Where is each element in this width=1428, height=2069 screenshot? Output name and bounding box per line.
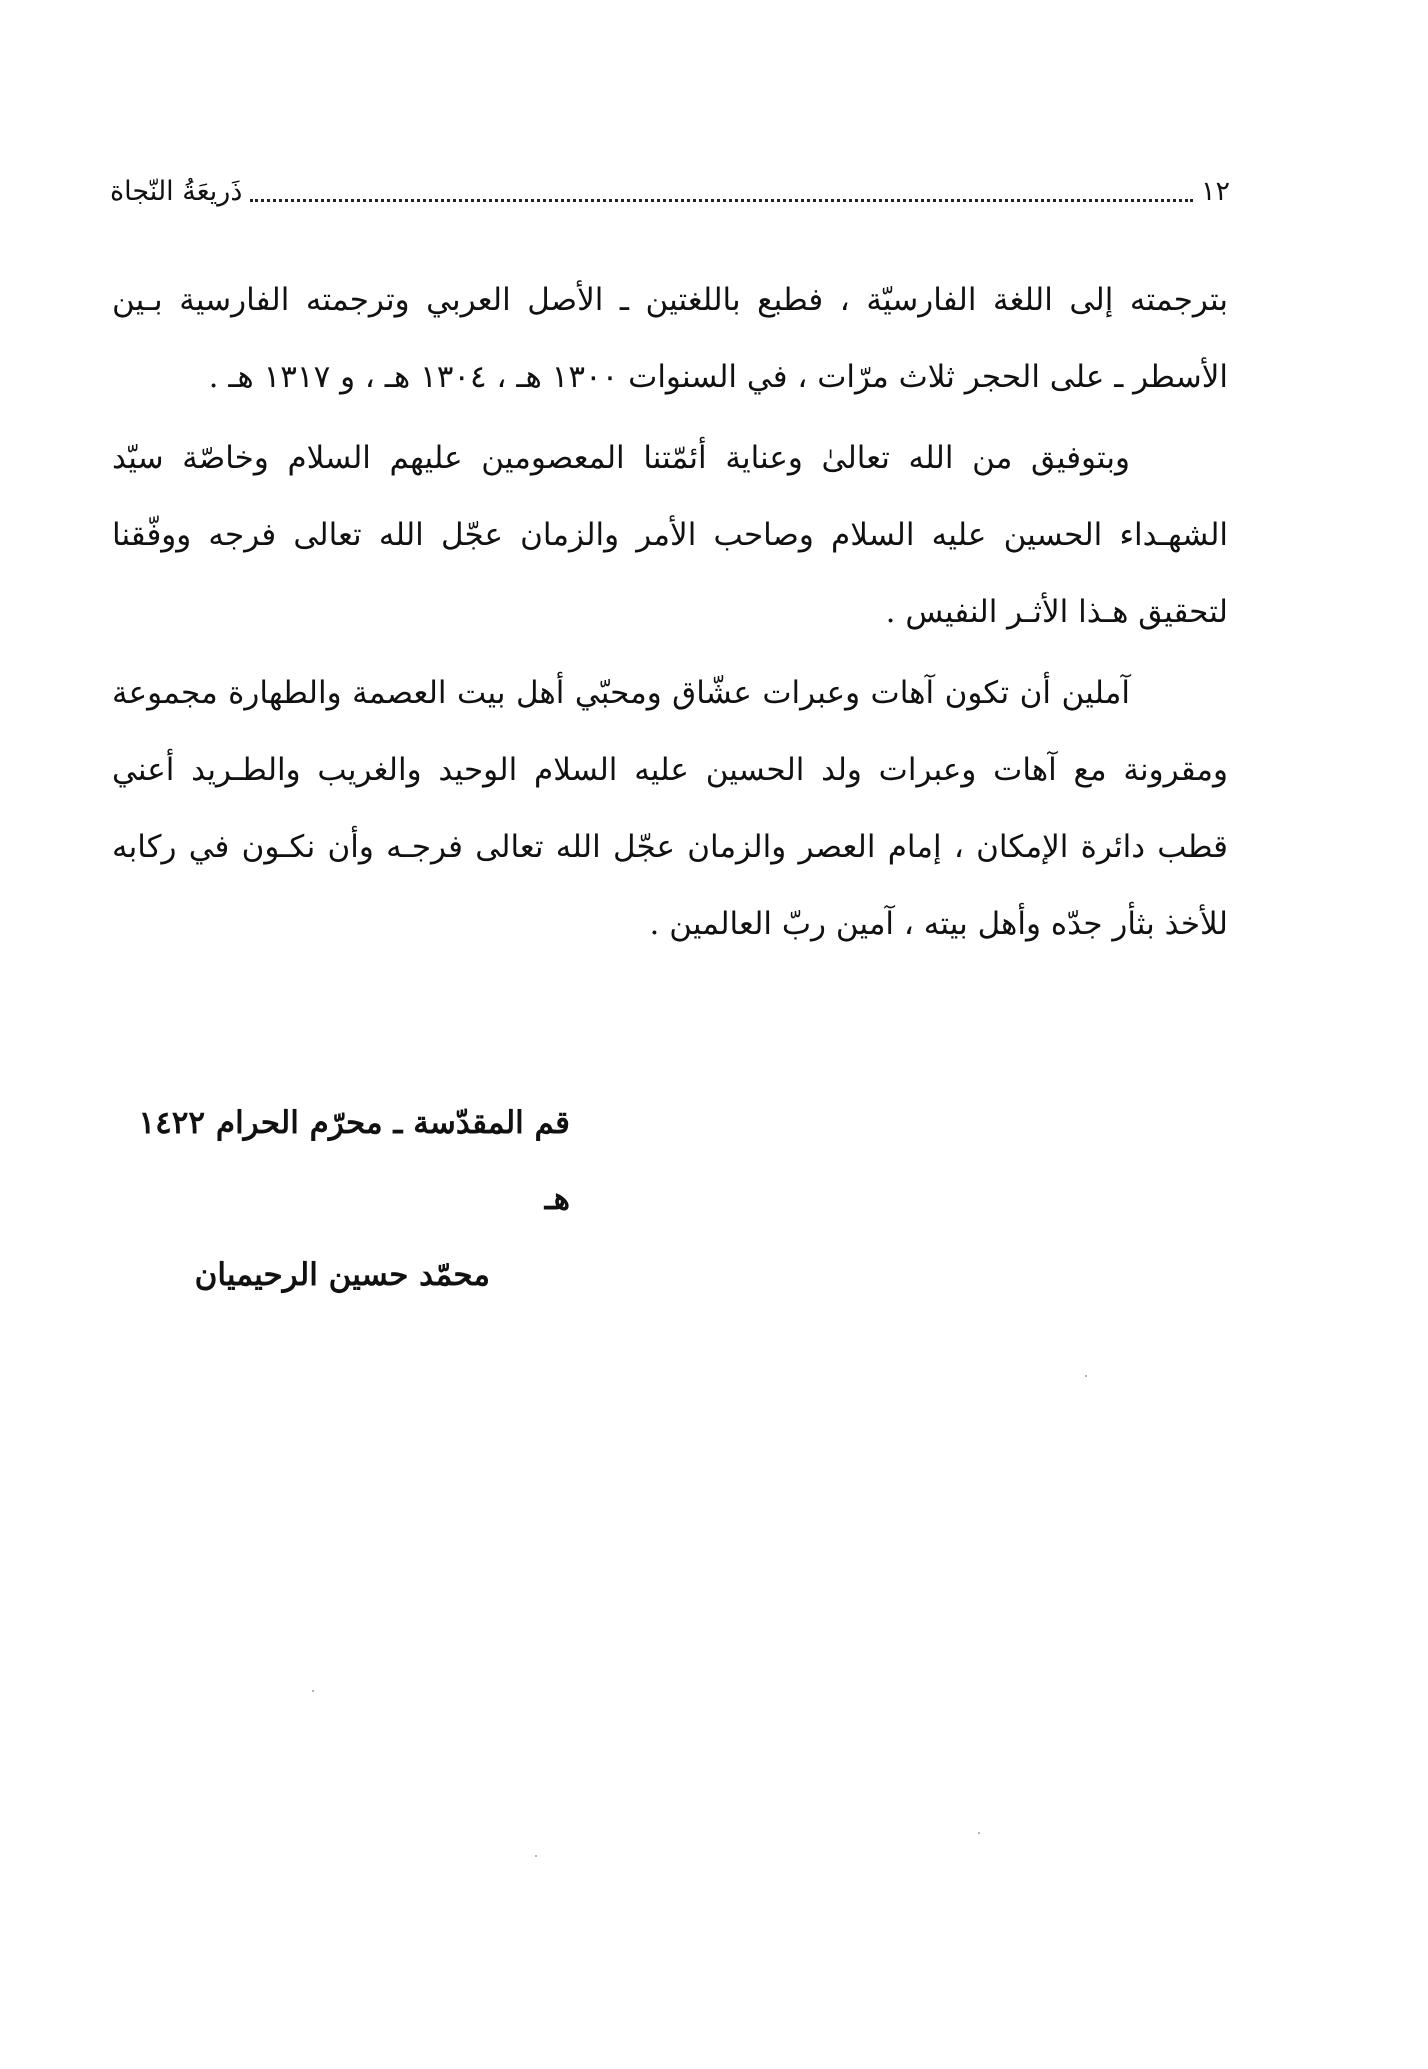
signature-block [110, 1085, 570, 1313]
page-number: ١٢ [1200, 176, 1230, 207]
scan-speck [312, 1690, 314, 1692]
scan-speck [978, 1832, 980, 1834]
running-title: ذَريعَةُ النّجاة [110, 176, 243, 207]
body-text [112, 262, 1228, 963]
header-dot-leader [250, 199, 1193, 202]
scan-speck [535, 1855, 537, 1857]
paragraph-3: آملين أن تكون آهات وعبرات عشّاق ومحبّي أهل بيت العصمة والطهارة مجموعة ومقرونة مع آهات وعبرات ولد الحسين عليه السلام الوحيد والغريب والطـريد أعني قطب دائرة الإمكان ، إمام العصر والزمان عجّل الله تعالى فرجـه وأن نكـون في ركابه للأخذ بثأر جدّه وأهل بيته ، آمين ربّ العالمين . [112, 675, 1228, 942]
signature-author: محمّد حسين الرحيميان [194, 1257, 490, 1293]
signature-place-date: قم المقدّسة ـ محرّم الحرام ١٤٢٢ هـ [138, 1105, 570, 1217]
paragraph-2: وبتوفيق من الله تعالىٰ وعناية أئمّتنا المعصومين عليهم السلام وخاصّة سيّد الشهـداء الحسين عليه السلام وصاحب الأمر والزمان عجّل الله تعالى فرجه ووفّقنا لتحقيق هـذا الأثـر النفيس . [112, 440, 1228, 630]
paragraph-1: بترجمته إلى اللغة الفارسيّة ، فطبع باللغتين ـ الأصل العربي وترجمته الفارسية بـين الأسطر ـ على الحجر ثلاث مرّات ، في السنوات ١٣٠٠ هـ ، ١٣٠٤ هـ ، و ١٣١٧ هـ . [112, 282, 1228, 395]
scan-speck [1085, 1375, 1087, 1377]
page-header [110, 162, 1230, 212]
